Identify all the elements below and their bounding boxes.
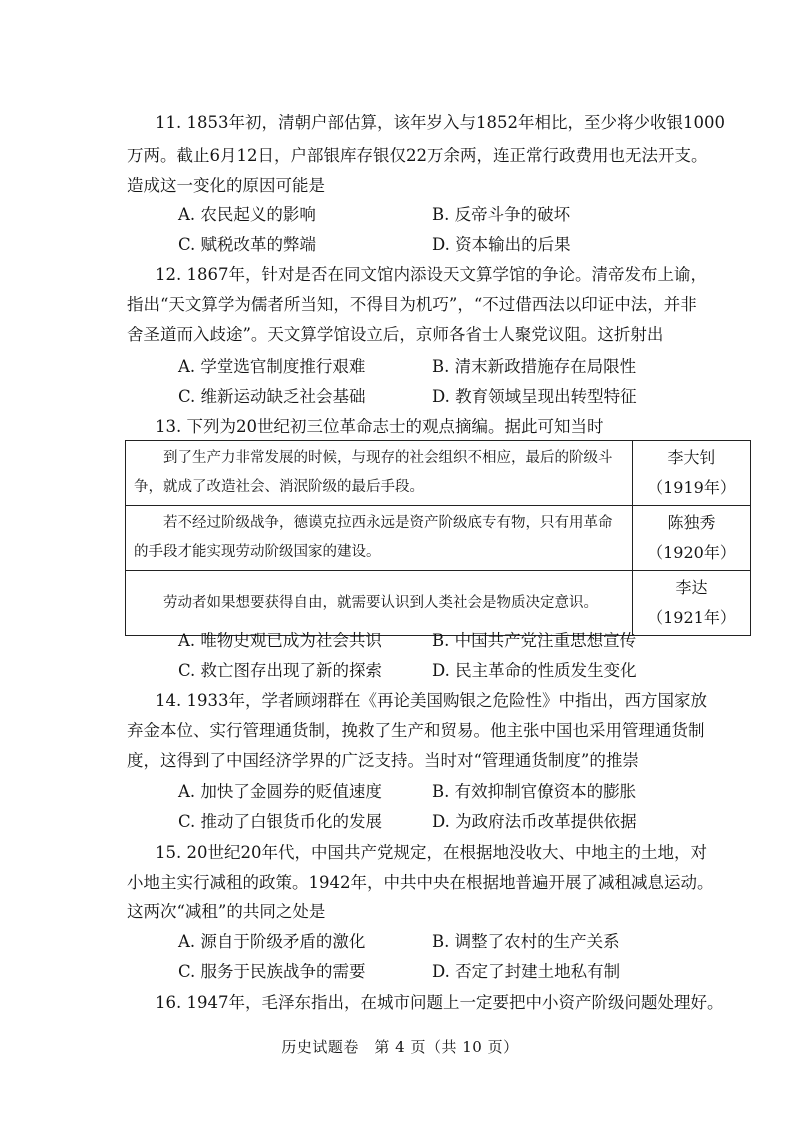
quote-author-cell (633, 441, 751, 506)
quote-author: 李达 (675, 578, 708, 597)
question-12-option-b: B. 清末新政措施存在局限性 (432, 357, 637, 376)
question-14-line-2: 弃金本位、实行管理通货制，挽救了生产和贸易。他主张中国也采用管理通货制 (127, 721, 705, 740)
question-15-option-b: B. 调整了农村的生产关系 (432, 932, 620, 951)
question-15-option-c: C. 服务于民族战争的需要 (178, 962, 366, 981)
question-16-line-1: 16. 1947年，毛泽东指出，在城市问题上一定要把中小资产阶级问题处理好。 (155, 993, 724, 1012)
question-13-option-a: A. 唯物史观已成为社会共识 (178, 631, 382, 650)
question-14-option-a: A. 加快了金圆券的贬值速度 (178, 782, 382, 801)
question-14-line-3: 度，这得到了中国经济学界的广泛支持。当时对“管理通货制度”的推崇 (127, 751, 639, 770)
question-12-line-3: 舍圣道而入歧途”。天文算学馆设立后，京师各省士人聚党议阻。这折射出 (127, 325, 664, 344)
question-12-line-2: 指出“天文算学为儒者所当知，不得目为机巧”，“不过借西法以印证中法，并非 (127, 295, 697, 314)
question-15-option-a: A. 源自于阶级矛盾的激化 (178, 932, 366, 951)
question-14-option-b: B. 有效抑制官僚资本的膨胀 (432, 782, 637, 801)
quote-row (126, 441, 751, 506)
question-14-line-1: 14. 1933年，学者顾翊群在《再论美国购银之危险性》中指出，西方国家放 (155, 691, 707, 710)
question-12-option-c: C. 维新运动缺乏社会基础 (178, 387, 366, 406)
question-12-line-1: 12. 1867年，针对是否在同文馆内添设天文算学馆的争论。清帝发布上谕， (155, 265, 707, 284)
quote-text: 若不经过阶级战争，德谟克拉西永远是资产阶级底专有物，只有用革命的手段才能实现劳动阶级国家的建设。 (126, 506, 633, 571)
question-11-option-c: C. 赋税改革的弊端 (178, 235, 317, 254)
question-15-line-3: 这两次“减租”的共同之处是 (127, 902, 326, 921)
quote-author-cell (633, 571, 751, 636)
question-15-line-1: 15. 20世纪20年代，中国共产党规定，在根据地没收大、中地主的土地，对 (155, 843, 707, 862)
question-11-option-b: B. 反帝斗争的破坏 (432, 205, 571, 224)
question-11-line-2: 万两。截止6月12日，户部银库存银仅22万余两，连正常行政费用也无法开支。 (127, 146, 708, 165)
question-14-option-d: D. 为政府法币改革提供依据 (432, 812, 637, 831)
quote-year: （1920年） (647, 543, 736, 562)
quote-year: （1919年） (647, 478, 736, 497)
question-15-line-2: 小地主实行减租的政策。1942年，中共中央在根据地普遍开展了减租减息运动。 (127, 873, 714, 892)
question-13-line-1: 13. 下列为20世纪初三位革命志士的观点摘编。据此可知当时 (155, 417, 604, 436)
quote-author: 陈独秀 (667, 513, 716, 532)
quote-author: 李大钊 (667, 448, 716, 467)
quote-author-cell (633, 506, 751, 571)
question-13-option-d: D. 民主革命的性质发生变化 (432, 661, 637, 680)
quotes-table (125, 440, 751, 636)
question-14-option-c: C. 推动了白银货币化的发展 (178, 812, 383, 831)
quote-row (126, 571, 751, 636)
question-11-line-1: 11. 1853年初，清朝户部估算，该年岁入与1852年相比，至少将少收银1000 (155, 113, 725, 132)
question-12-option-a: A. 学堂选官制度推行艰难 (178, 357, 366, 376)
quote-text: 到了生产力非常发展的时候，与现存的社会组织不相应，最后的阶级斗争，就成了改造社会、消泯阶级的最后手段。 (126, 441, 633, 506)
question-11-line-3: 造成这一变化的原因可能是 (127, 176, 325, 195)
question-11-option-d: D. 资本输出的后果 (432, 235, 571, 254)
page-footer: 历史试题卷 第 4 页（共 10 页） (281, 1038, 519, 1056)
question-12-option-d: D. 教育领域呈现出转型特征 (432, 387, 637, 406)
question-13-option-c: C. 救亡图存出现了新的探索 (178, 661, 383, 680)
quote-text: 劳动者如果想要获得自由，就需要认识到人类社会是物质决定意识。 (126, 571, 633, 636)
quote-year: （1921年） (647, 608, 736, 627)
question-15-option-d: D. 否定了封建土地私有制 (432, 962, 621, 981)
question-11-option-a: A. 农民起义的影响 (178, 205, 316, 224)
question-13-option-b: B. 中国共产党注重思想宣传 (432, 631, 637, 650)
quote-row (126, 506, 751, 571)
